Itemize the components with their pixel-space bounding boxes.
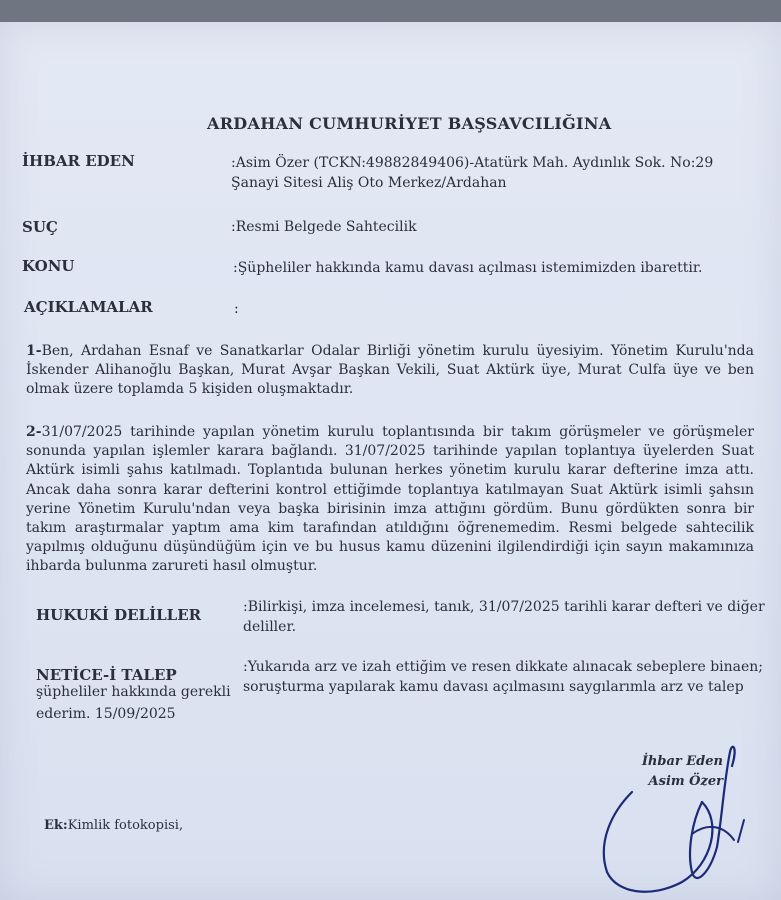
hukuki-deliller-label: HUKUKİ DELİLLER (36, 606, 202, 624)
aciklamalar-colon: : (234, 301, 239, 317)
signature-name: Asim Özer (648, 774, 723, 789)
paragraph-1-number: 1- (26, 343, 42, 359)
paragraph-2 (26, 423, 754, 577)
ek-value: Kimlik fotokopisi, (67, 818, 184, 833)
ek-line (44, 818, 183, 833)
netice-i-talep-line2-left: şüpheliler hakkında gerekli (36, 684, 231, 700)
netice-i-talep-line1: :Yukarıda arz ve izah ettiğim ve resen dikkate alınacak sebeplere binaen; (243, 659, 764, 675)
netice-i-talep-line3: ederim. 15/09/2025 (36, 706, 176, 722)
ek-label: Ek: (44, 818, 68, 833)
signature-role: İhbar Eden (641, 754, 723, 769)
konu-label: KONU (22, 257, 75, 275)
netice-i-talep-line2-right: soruşturma yapılarak kamu davası açılmasını saygılarımla arz ve talep (243, 679, 744, 695)
paragraph-2-text: 31/07/2025 tarihinde yapılan yönetim kurulu toplantısında bir takım görüşmeler ve görüşmeler sonunda yapılan işlemler karara bağlandı. 31/07/2025 tarihinde yapılan toplantıya üyelerden Suat Aktürk isimli şahıs katılmadı. Toplantıda bulunan herkes yönetim kurulu karar defterine imza attı. Ancak daha sonra karar defterini kontrol ettiğimde toplantıya katılmayan Suat Aktürk isimli şahsın yerine Yönetim Kurulu'ndan veya başka birisinin imza attığını gördüm. Bunu gördükten sonra bir takım araştırmalar yaptım ama kim tarafından atıldığını öğrenemedim. Resmi belgede sahtecilik yapılmış olduğunu düşündüğüm için ve bu husus kamu düzenini ilgilendirdiği için sayın makamınıza ihbarda bulunma zarureti hasıl olmuştur. (26, 424, 754, 575)
paragraph-2-number: 2- (26, 424, 42, 440)
handwritten-signature (592, 722, 762, 900)
paragraph-1-text: Ben, Ardahan Esnaf ve Sanatkarlar Odalar Birliği yönetim kurulu üyesiyim. Yönetim Kurulu'nda İskender Alihanoğlu Başkan, Murat Avşar Başkan Vekili, Suat Aktürk üye, Murat Culfa üye ve ben olmak üzere toplamda 5 kişiden oluşmaktadır. (26, 343, 754, 398)
ihbar-eden-label: İHBAR EDEN (22, 152, 135, 170)
netice-i-talep-label: NETİCE-İ TALEP (36, 666, 177, 684)
konu-value: :Şüpheliler hakkında kamu davası açılması istemimizden ibarettir. (233, 260, 703, 276)
suc-value: :Resmi Belgede Sahtecilik (231, 219, 417, 235)
hukuki-deliller-value-line2: deliller. (243, 619, 297, 635)
aciklamalar-label: AÇIKLAMALAR (24, 298, 153, 316)
ihbar-eden-value-line1: :Asim Özer (TCKN:49882849406)-Atatürk Mah. Aydınlık Sok. No:29 (231, 155, 714, 171)
document-title: ARDAHAN CUMHURİYET BAŞSAVCILIĞINA (207, 114, 612, 133)
ihbar-eden-value-line2: Şanayi Sitesi Aliş Oto Merkez/Ardahan (231, 175, 507, 191)
suc-label: SUÇ (22, 218, 58, 236)
paragraph-1 (26, 342, 754, 400)
document-page (0, 22, 781, 900)
hukuki-deliller-value-line1: :Bilirkişi, imza incelemesi, tanık, 31/07/2025 tarihli karar defteri ve diğer (243, 599, 765, 615)
